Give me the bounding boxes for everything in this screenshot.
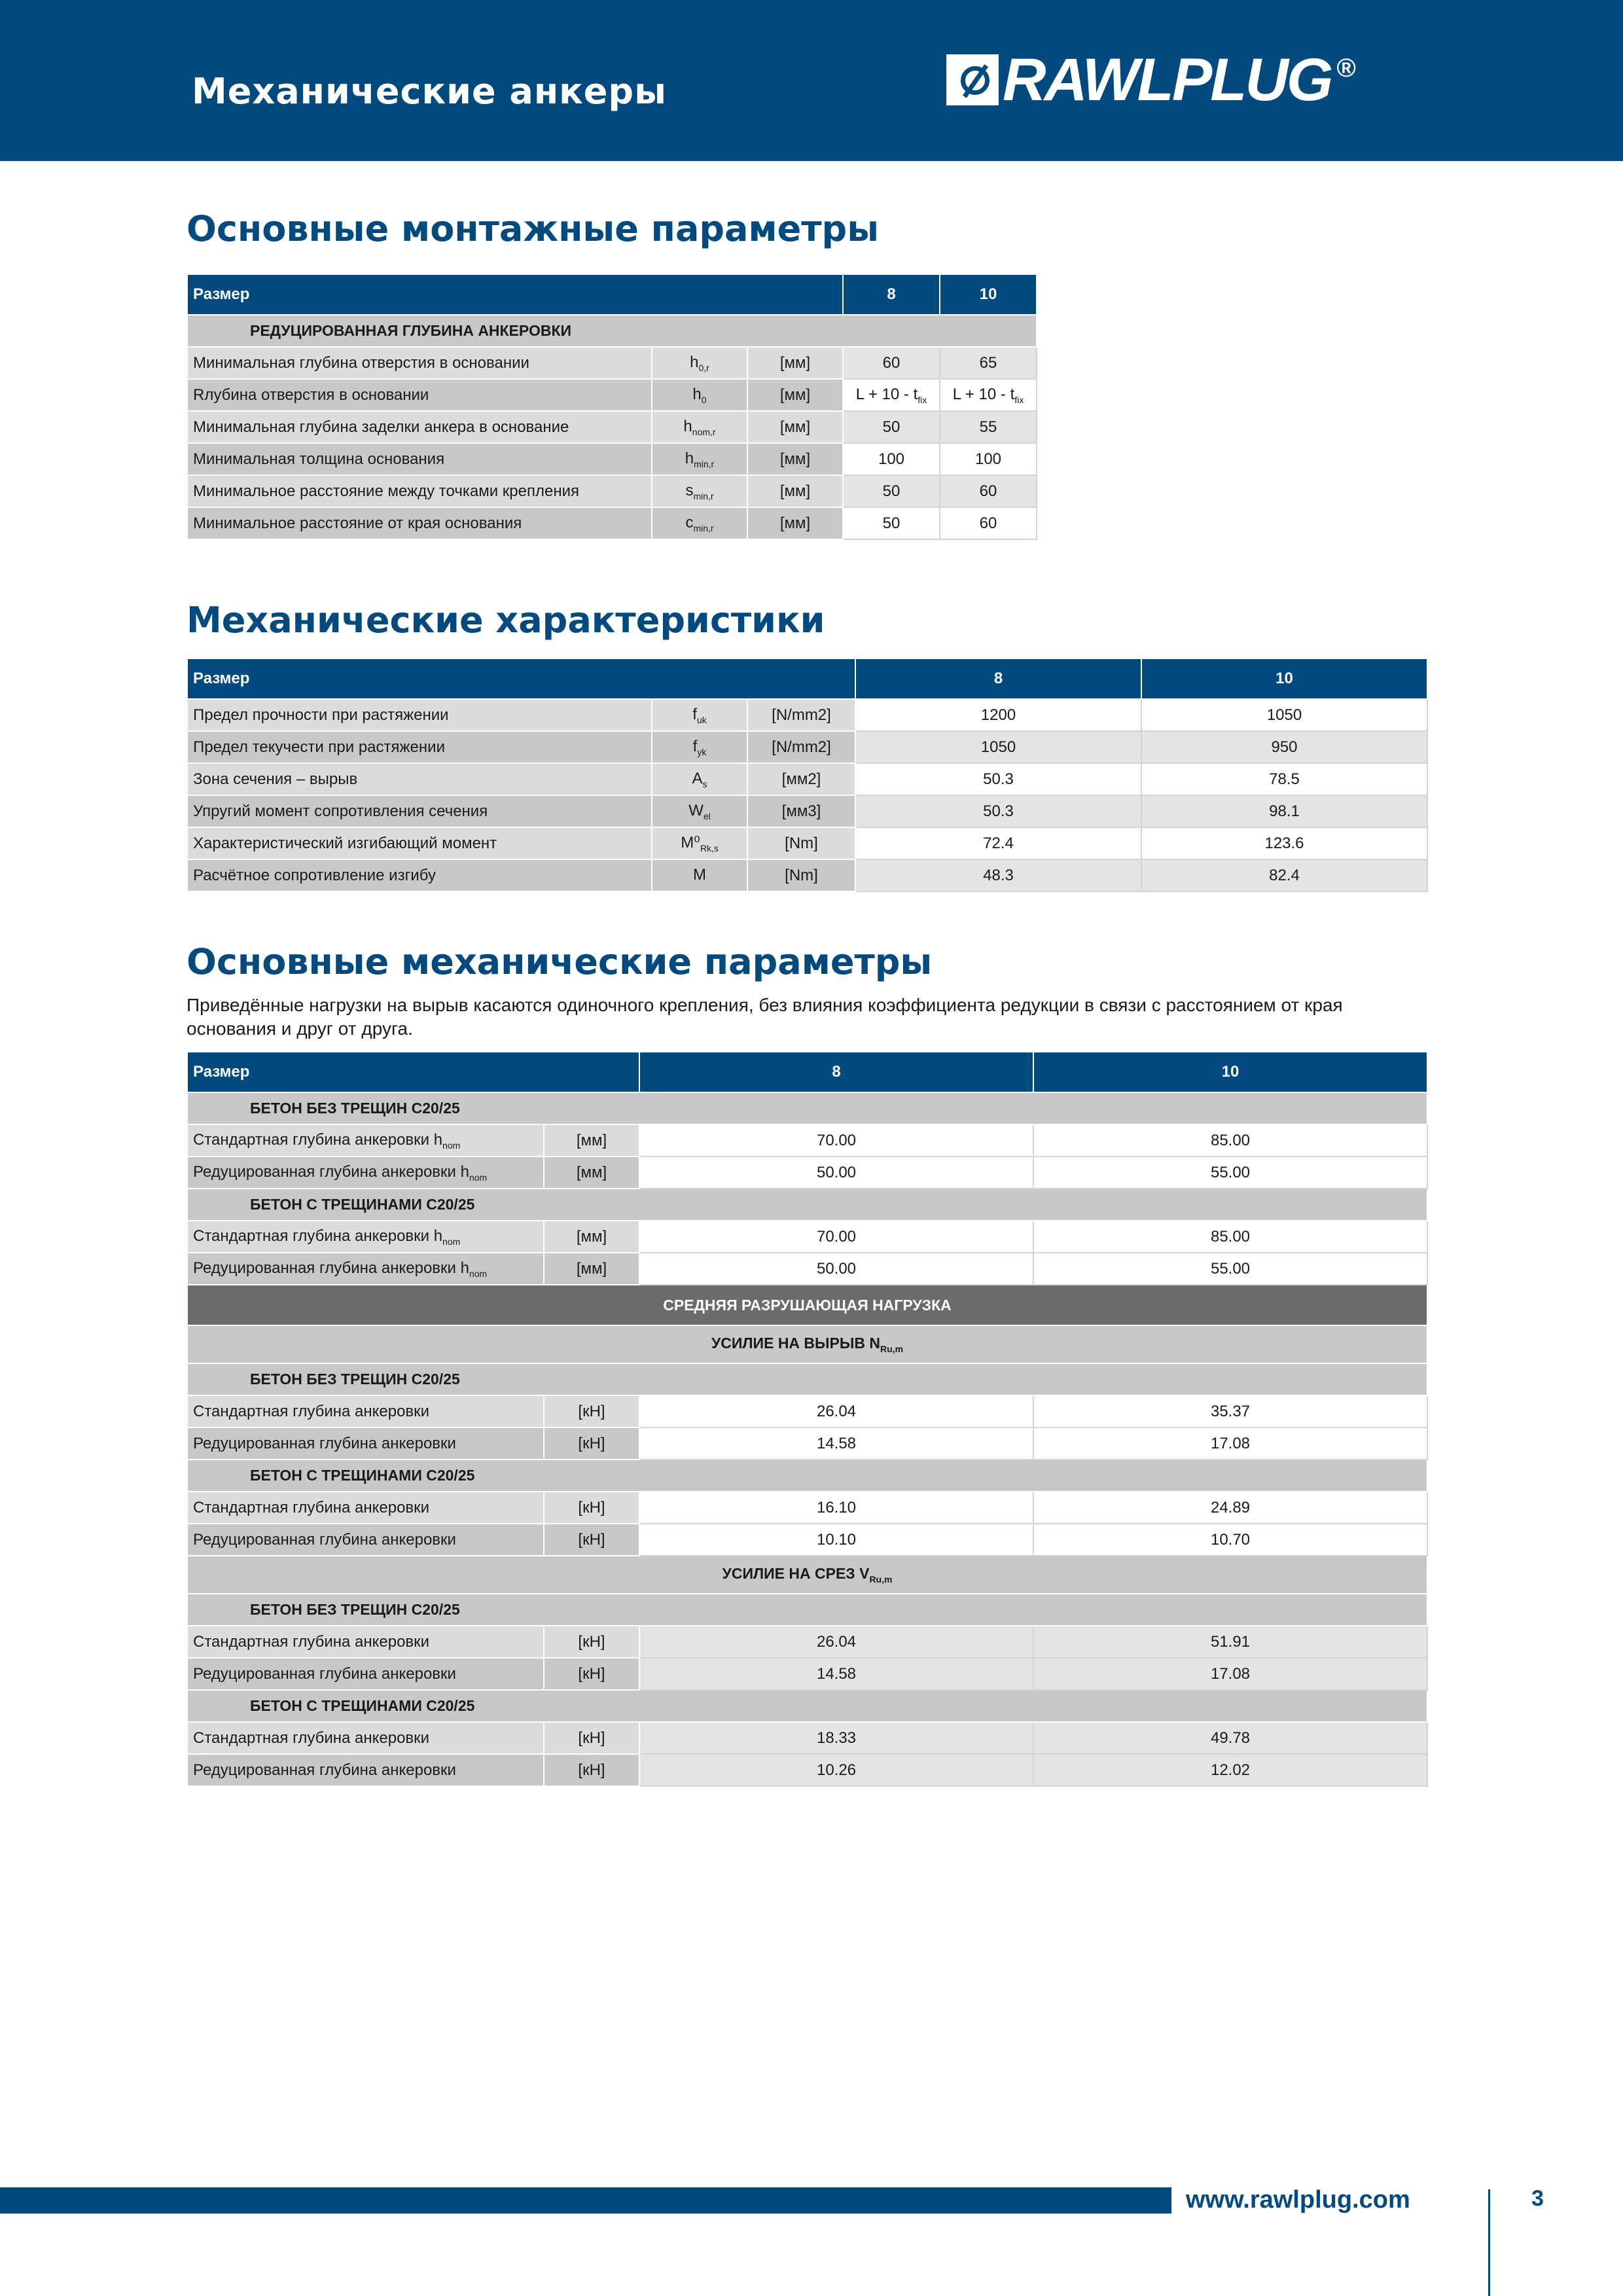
row-label: Минимальная глубина отверстия в основании	[187, 347, 652, 379]
value-10: 51.91	[1033, 1626, 1427, 1658]
table-row	[187, 411, 1037, 443]
value-10: 60	[940, 507, 1037, 539]
section-label: БЕТОН С ТРЕЩИНАМИ C20/25	[187, 1189, 1427, 1221]
section-label: БЕТОН БЕЗ ТРЕЩИН C20/25	[187, 1594, 1427, 1626]
value-10: 17.08	[1033, 1658, 1427, 1690]
logo-text: RAWLPLUG	[1003, 46, 1332, 113]
value-8: 10.26	[639, 1754, 1033, 1786]
row-label: Минимальная глубина заделки анкера в основание	[187, 411, 652, 443]
section-row	[187, 1594, 1427, 1626]
pullout-label: УСИЛИЕ НА ВЫРЫВ $N_{Ru,m}$	[187, 1325, 1427, 1363]
value-8: 10.10	[639, 1524, 1033, 1556]
value-10: 49.78	[1033, 1722, 1427, 1754]
row-label: Стандартная глубина анкеровки $h_{nom}$	[187, 1221, 544, 1253]
row-label: Редуцированная глубина анкеровки	[187, 1524, 544, 1556]
unit: [Nm]	[747, 827, 855, 859]
value-10: 35.37	[1033, 1395, 1427, 1427]
section-label: БЕТОН БЕЗ ТРЕЩИН C20/25	[187, 1092, 1427, 1124]
section-label: БЕТОН С ТРЕЩИНАМИ C20/25	[187, 1690, 1427, 1722]
table-row	[187, 347, 1037, 379]
intro-paragraph: Приведённые нагрузки на вырыв касаются одиночного крепления, без влияния коэффициента редукции в связи с расстоянием от края основания и друг от друга.	[187, 995, 1343, 1039]
row-label: Стандартная глубина анкеровки	[187, 1395, 544, 1427]
rawlplug-logo	[946, 46, 1356, 113]
value-8: 50.3	[855, 795, 1141, 827]
unit: [кН]	[544, 1722, 639, 1754]
symbol: $A_s$	[652, 763, 747, 795]
unit: [кН]	[544, 1626, 639, 1658]
page-header	[0, 0, 1623, 161]
table-row	[187, 507, 1037, 539]
section-label: РЕДУЦИРОВАННАЯ ГЛУБИНА АНКЕРОВКИ	[187, 315, 1037, 347]
value-8: 48.3	[855, 859, 1141, 891]
value-10: 98.1	[1141, 795, 1427, 827]
unit: [кН]	[544, 1492, 639, 1524]
symbol: $W_{el}$	[652, 795, 747, 827]
value-10: 24.89	[1033, 1492, 1427, 1524]
section-row	[187, 315, 1037, 347]
table-row	[187, 699, 1427, 731]
value-10: 65	[940, 347, 1037, 379]
value-8: 16.10	[639, 1492, 1033, 1524]
value-8: 50	[843, 507, 940, 539]
table-row	[187, 763, 1427, 795]
value-10: 17.08	[1033, 1427, 1427, 1460]
section-row	[187, 1092, 1427, 1124]
table-row	[187, 731, 1427, 763]
table-row	[187, 443, 1037, 475]
symbol: $c_{min,r}$	[652, 507, 747, 539]
row-label: Rлубина отверстия в основании	[187, 379, 652, 411]
value-8: 50.3	[855, 763, 1141, 795]
table-row	[187, 795, 1427, 827]
table-header-row	[187, 658, 1427, 699]
mechanical-table	[187, 658, 1428, 892]
size-10: 10	[1141, 658, 1427, 699]
logo-mark-icon	[946, 54, 999, 105]
section-row	[187, 1460, 1427, 1492]
size-label: Размер	[187, 1052, 639, 1092]
symbol: $s_{min,r}$	[652, 475, 747, 507]
value-10: 950	[1141, 731, 1427, 763]
table-row	[187, 1253, 1427, 1285]
row-label: Предел текучести при растяжении	[187, 731, 652, 763]
size-10: 10	[940, 274, 1037, 315]
row-label: Стандартная глубина анкеровки	[187, 1626, 544, 1658]
table-row	[187, 859, 1427, 891]
value-10: 10.70	[1033, 1524, 1427, 1556]
row-label: Зона сечения – вырыв	[187, 763, 652, 795]
table-row	[187, 1722, 1427, 1754]
section-title-installation: Основные монтажные параметры	[187, 208, 880, 249]
row-label: Характеристический изгибающий момент	[187, 827, 652, 859]
unit: [мм]	[544, 1253, 639, 1285]
row-label: Редуцированная глубина анкеровки $h_{nom}$	[187, 1157, 544, 1189]
unit: [мм]	[544, 1157, 639, 1189]
footer-bar	[0, 2187, 1171, 2214]
value-8: 26.04	[639, 1395, 1033, 1427]
symbol: $f_{yk}$	[652, 731, 747, 763]
value-10: 55.00	[1033, 1157, 1427, 1189]
pullout-row	[187, 1325, 1427, 1363]
unit: [кН]	[544, 1658, 639, 1690]
unit: [мм]	[747, 347, 843, 379]
row-label: Редуцированная глубина анкеровки	[187, 1427, 544, 1460]
unit: [мм]	[747, 379, 843, 411]
unit: [мм]	[747, 475, 843, 507]
value-8: 50	[843, 475, 940, 507]
mean-load-row	[187, 1285, 1427, 1325]
table-row	[187, 1395, 1427, 1427]
value-10: 85.00	[1033, 1221, 1427, 1253]
loads-table	[187, 1051, 1428, 1787]
section-label: БЕТОН БЕЗ ТРЕЩИН C20/25	[187, 1363, 1427, 1395]
value-10: $L + 10 - t_{fix}$	[940, 379, 1037, 411]
value-8: $L + 10 - t_{fix}$	[843, 379, 940, 411]
row-label: Минимальная толщина основания	[187, 443, 652, 475]
value-8: 14.58	[639, 1658, 1033, 1690]
symbol: $h_0$	[652, 379, 747, 411]
symbol: $f_{uk}$	[652, 699, 747, 731]
section-title-basic-mechanical: Основные механические параметры	[187, 941, 933, 982]
unit: [мм]	[747, 507, 843, 539]
unit: [мм]	[747, 411, 843, 443]
value-8: 1050	[855, 731, 1141, 763]
size-label: Размер	[187, 658, 855, 699]
header-title: Механические анкеры	[192, 71, 667, 112]
value-10: 78.5	[1141, 763, 1427, 795]
row-label: Стандартная глубина анкеровки	[187, 1722, 544, 1754]
value-10: 85.00	[1033, 1124, 1427, 1157]
table-row	[187, 1124, 1427, 1157]
table-row	[187, 1157, 1427, 1189]
row-label: Редуцированная глубина анкеровки $h_{nom}$	[187, 1253, 544, 1285]
section-label: БЕТОН С ТРЕЩИНАМИ C20/25	[187, 1460, 1427, 1492]
row-label: Минимальное расстояние между точками крепления	[187, 475, 652, 507]
table-row	[187, 827, 1427, 859]
row-label: Редуцированная глубина анкеровки	[187, 1658, 544, 1690]
value-8: 70.00	[639, 1221, 1033, 1253]
installation-table	[187, 274, 1037, 540]
unit: [кН]	[544, 1524, 639, 1556]
value-10: 100	[940, 443, 1037, 475]
value-8: 72.4	[855, 827, 1141, 859]
symbol: M	[652, 859, 747, 891]
table-row	[187, 1221, 1427, 1253]
value-10: 123.6	[1141, 827, 1427, 859]
mean-load-label: СРЕДНЯЯ РАЗРУШАЮЩАЯ НАГРУЗКА	[187, 1285, 1427, 1325]
value-8: 100	[843, 443, 940, 475]
unit: [N/mm2]	[747, 699, 855, 731]
row-label: Расчётное сопротивление изгибу	[187, 859, 652, 891]
row-label: Стандартная глубина анкеровки $h_{nom}$	[187, 1124, 544, 1157]
section-row	[187, 1189, 1427, 1221]
unit: [мм2]	[747, 763, 855, 795]
value-10: 82.4	[1141, 859, 1427, 891]
table-header-row	[187, 1052, 1427, 1092]
value-8: 50	[843, 411, 940, 443]
symbol: $h_{0,r}$	[652, 347, 747, 379]
page-number: 3	[1531, 2186, 1544, 2211]
value-8: 50.00	[639, 1157, 1033, 1189]
table-row	[187, 379, 1037, 411]
value-10: 1050	[1141, 699, 1427, 731]
unit: [кН]	[544, 1395, 639, 1427]
unit: [мм]	[544, 1124, 639, 1157]
unit: [мм]	[544, 1221, 639, 1253]
row-label: Стандартная глубина анкеровки	[187, 1492, 544, 1524]
value-8: 60	[843, 347, 940, 379]
unit: [кН]	[544, 1754, 639, 1786]
size-8: 8	[639, 1052, 1033, 1092]
table-row	[187, 1427, 1427, 1460]
table-row	[187, 475, 1037, 507]
value-8: 14.58	[639, 1427, 1033, 1460]
row-label: Предел прочности при растяжении	[187, 699, 652, 731]
size-8: 8	[855, 658, 1141, 699]
row-label: Упругий момент сопротивления сечения	[187, 795, 652, 827]
row-label: Минимальное расстояние от края основания	[187, 507, 652, 539]
value-8: 26.04	[639, 1626, 1033, 1658]
unit: [мм]	[747, 443, 843, 475]
value-8: 50.00	[639, 1253, 1033, 1285]
unit: [кН]	[544, 1427, 639, 1460]
unit: [N/mm2]	[747, 731, 855, 763]
section-title-mechanical: Механические характеристики	[187, 600, 825, 641]
size-8: 8	[843, 274, 940, 315]
shear-label: УСИЛИЕ НА СРЕЗ $V_{Ru,m}$	[187, 1556, 1427, 1594]
table-row	[187, 1626, 1427, 1658]
footer-divider	[1488, 2189, 1490, 2296]
value-8: 1200	[855, 699, 1141, 731]
shear-row	[187, 1556, 1427, 1594]
table-row	[187, 1754, 1427, 1786]
table-row	[187, 1492, 1427, 1524]
table-row	[187, 1524, 1427, 1556]
value-10: 55	[940, 411, 1037, 443]
symbol: $M^0_{Rk,s}$	[652, 827, 747, 859]
size-10: 10	[1033, 1052, 1427, 1092]
size-label: Размер	[187, 274, 843, 315]
registered-mark: ®	[1336, 54, 1356, 82]
value-10: 12.02	[1033, 1754, 1427, 1786]
value-10: 60	[940, 475, 1037, 507]
value-8: 18.33	[639, 1722, 1033, 1754]
unit: [Nm]	[747, 859, 855, 891]
value-10: 55.00	[1033, 1253, 1427, 1285]
footer-website-link[interactable]: www.rawlplug.com	[1186, 2186, 1410, 2214]
symbol: $h_{min,r}$	[652, 443, 747, 475]
value-8: 70.00	[639, 1124, 1033, 1157]
symbol: $h_{nom,r}$	[652, 411, 747, 443]
table-header-row	[187, 274, 1037, 315]
section-row	[187, 1690, 1427, 1722]
section-row	[187, 1363, 1427, 1395]
table-row	[187, 1658, 1427, 1690]
row-label: Редуцированная глубина анкеровки	[187, 1754, 544, 1786]
unit: [мм3]	[747, 795, 855, 827]
